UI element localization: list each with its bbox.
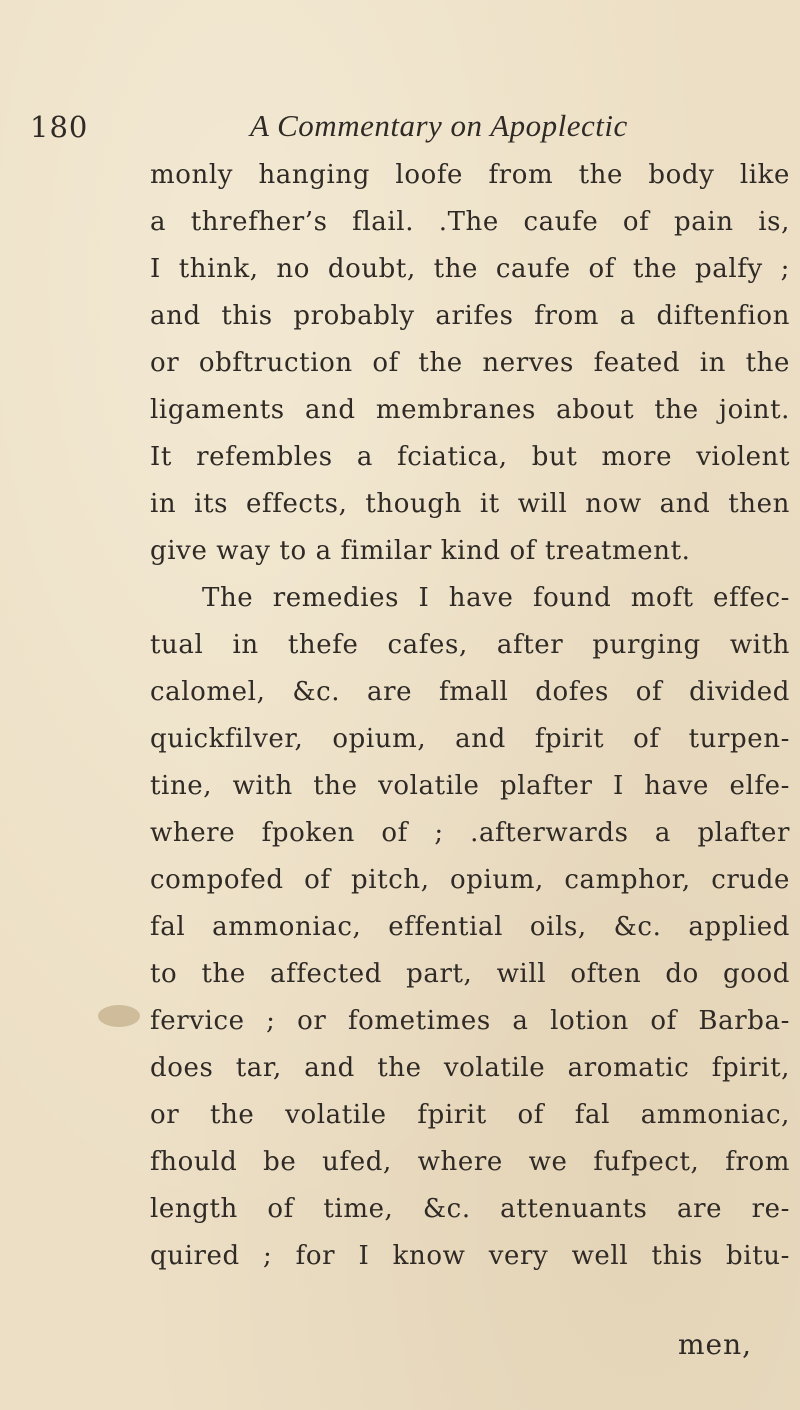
text-line: I think, no doubt, the caufe of the palfy ;: [150, 254, 790, 284]
text-line: quickfilver, opium, and fpirit of turpen-: [150, 724, 790, 754]
text-line: fervice ; or fometimes a lotion of Barba-: [150, 1006, 790, 1036]
catchword: men,: [678, 1328, 753, 1361]
text-line: fal ammoniac, effential oils, &c. applied: [150, 912, 790, 942]
text-line: where fpoken of ; .afterwards a plafter: [150, 818, 790, 848]
text-line: or the volatile fpirit of fal ammoniac,: [150, 1100, 790, 1130]
text-line: give way to a fimilar kind of treatment.: [150, 536, 691, 566]
text-line: and this probably arifes from a diftenfion: [150, 301, 790, 331]
text-line: does tar, and the volatile aromatic fpirit,: [150, 1053, 790, 1083]
text-line: calomel, &c. are fmall dofes of divided: [150, 677, 790, 707]
text-line: length of time, &c. attenuants are re-: [150, 1194, 790, 1224]
text-line: a threfher’s flail. .The caufe of pain is,: [150, 207, 790, 237]
page-number: 180: [30, 110, 89, 144]
text-line: or obftruction of the nerves feated in the: [150, 348, 790, 378]
text-line: quired ; for I know very well this bitu-: [150, 1241, 790, 1271]
text-line: to the affected part, will often do good: [150, 959, 790, 989]
text-line: It refembles a fciatica, but more violent: [150, 442, 790, 472]
text-line: ligaments and membranes about the joint.: [150, 395, 790, 425]
running-head: A Commentary on Apoplectic: [250, 108, 628, 143]
text-line: fhould be ufed, where we fufpect, from: [150, 1147, 790, 1177]
body-text: [150, 152, 790, 1280]
text-line: tual in thefe cafes, after purging with: [150, 630, 790, 660]
text-line: tine, with the volatile plafter I have elfe-: [150, 771, 790, 801]
ink-stain: [98, 1005, 140, 1027]
text-line: monly hanging loofe from the body like: [150, 160, 790, 190]
text-line: The remedies I have found moft effec-: [202, 583, 790, 613]
text-line: compofed of pitch, opium, camphor, crude: [150, 865, 790, 895]
text-line: in its effects, though it will now and then: [150, 489, 790, 519]
